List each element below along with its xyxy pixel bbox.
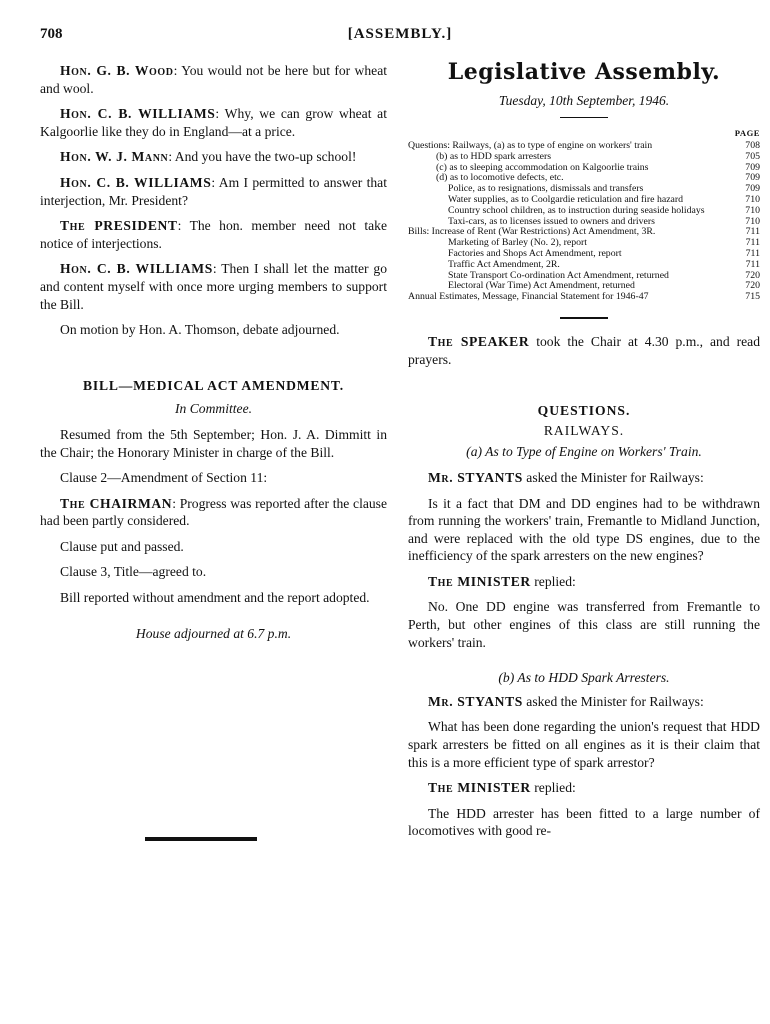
left-column <box>40 62 387 642</box>
speaker-name: Hon. W. J. Mann <box>60 149 169 165</box>
sitting-date: Tuesday, 10th September, 1946. <box>498 92 670 108</box>
questions-heading: QUESTIONS. <box>537 403 631 419</box>
speech-text: : Progress was reported after the clause had been partly considered. <box>40 495 387 529</box>
right-column <box>408 59 760 848</box>
entry-page: 709 <box>745 183 760 195</box>
speaker-name: The SPEAKER <box>428 333 530 349</box>
entry-page: 710 <box>745 215 760 227</box>
entry-page: 710 <box>745 204 760 216</box>
entry-text: (c) as to sleeping accommodation on Kalgoorlie trains <box>436 161 649 173</box>
entry-page: 711 <box>745 258 760 270</box>
divider <box>560 317 608 319</box>
paragraph <box>408 779 760 797</box>
paragraph: Bill reported without amendment and the report adopted. <box>60 590 370 606</box>
speaker-name: Mr. STYANTS <box>428 693 523 709</box>
bill-heading: BILL—MEDICAL ACT AMENDMENT. <box>83 377 344 393</box>
paragraph <box>40 260 387 313</box>
end-rule <box>145 837 257 841</box>
speech-text: : Why, we can grow wheat at Kalgoorlie like they do in England—at a price. <box>40 106 387 139</box>
page-number: 708 <box>40 26 63 42</box>
paragraph: The HDD arrester has been fitted to a large number of locomotives with good re- <box>408 805 760 839</box>
entry-page: 711 <box>745 237 760 249</box>
speaker-name: The MINISTER <box>428 573 531 589</box>
entry-text: Traffic Act Amendment, 2R. <box>448 258 560 270</box>
paragraph: What has been done regarding the union's request that HDD spark arresters be fitted on all engines as it is their claim that this is a more efficient type of spark arrestor? <box>408 719 760 770</box>
speech-text: : And you have the two-up school! <box>168 149 357 165</box>
paragraph: Clause 2—Amendment of Section 11: <box>60 470 268 486</box>
entry-text: (d) as to locomotive defects, etc. <box>436 172 564 184</box>
subheading: (a) As to Type of Engine on Workers' Train. <box>466 444 702 460</box>
entry-page: 710 <box>745 193 760 205</box>
paragraph: On motion by Hon. A. Thomson, debate adjourned. <box>60 322 340 338</box>
entry-text: Marketing of Barley (No. 2), report <box>448 237 588 249</box>
paragraph <box>40 105 387 140</box>
list-item <box>408 206 760 217</box>
speech-text: asked the Minister for Railways: <box>522 693 704 709</box>
speech-text: took the Chair at 4.30 p.m., and read prayers. <box>408 333 760 367</box>
speaker-name: Hon. C. B. WILLIAMS <box>60 174 212 190</box>
speech-text: asked the Minister for Railways: <box>522 469 704 485</box>
paragraph <box>408 333 760 368</box>
paragraph: Is it a fact that DM and DD engines had to be withdrawn from running the workers' train, Fremantle to Midland Junction, and were replaced with the old type DS engines, due to the inefficiency of the spark arresters on the new engines? <box>408 495 760 564</box>
entry-page: 708 <box>745 139 760 151</box>
paragraph <box>40 62 387 97</box>
paragraph: No. One DD engine was transferred from Fremantle to Perth, but other engines of this class are still running the workers' train. <box>408 599 760 650</box>
speaker-name: Hon. C. B. WILLIAMS <box>60 261 213 277</box>
entry-page: 720 <box>745 280 760 292</box>
list-item <box>408 152 760 163</box>
entry-text: Police, as to resignations, dismissals and transfers <box>448 183 644 195</box>
paragraph <box>408 469 760 487</box>
page-header <box>40 26 760 48</box>
paragraph <box>408 573 760 591</box>
paragraph <box>40 148 387 166</box>
speaker-name: The MINISTER <box>428 780 531 796</box>
list-item <box>408 292 760 303</box>
page-column-heading: PAGE <box>734 128 760 139</box>
adjournment-note: House adjourned at 6.7 p.m. <box>135 625 292 641</box>
speaker-name: Hon. C. B. WILLIAMS <box>60 106 216 122</box>
entry-page: 711 <box>745 226 760 238</box>
speech-text: : The hon. member need not take notice of interjections. <box>40 218 387 251</box>
paragraph <box>40 495 387 530</box>
speaker-name: The CHAIRMAN <box>60 495 173 511</box>
entry-text: (b) as to HDD spark arresters <box>436 150 552 162</box>
entry-text: Water supplies, as to Coolgardie reticulation and fire hazard <box>448 193 684 205</box>
entry-text: Electoral (War Time) Act Amendment, returned <box>448 280 635 292</box>
speech-text: replied: <box>530 780 576 796</box>
speech-text: replied: <box>530 573 576 589</box>
divider <box>560 117 608 118</box>
committee-heading: In Committee. <box>174 401 253 417</box>
chamber-title: Legislative Assembly. <box>447 59 721 85</box>
entry-page: 720 <box>745 269 760 281</box>
entry-page: 709 <box>745 161 760 173</box>
railways-heading: RAILWAYS. <box>543 422 625 438</box>
paragraph: Clause put and passed. <box>60 538 184 554</box>
speech-text: : Then I shall let the matter go and content myself with once more urging members to support the Bill. <box>40 261 387 312</box>
paragraph: Clause 3, Title—agreed to. <box>60 564 207 580</box>
entry-page: 715 <box>745 291 760 303</box>
subheading: (b) As to HDD Spark Arresters. <box>498 670 670 686</box>
list-item <box>408 260 760 271</box>
speaker-name: Mr. STYANTS <box>428 469 523 485</box>
speaker-name: Hon. G. B. Wood <box>60 63 174 78</box>
speaker-name: The PRESIDENT <box>60 218 178 234</box>
entry-text: Country school children, as to instruction during seaside holidays <box>448 204 705 216</box>
paragraph <box>40 174 387 209</box>
paragraph <box>408 693 760 711</box>
contents-list <box>408 128 760 303</box>
entry-text: Bills: Increase of Rent (War Restrictions) Act Amendment, 3R. <box>408 226 656 238</box>
speech-text: : Am I permitted to answer that interjection, Mr. President? <box>40 174 387 208</box>
entry-page: 711 <box>745 247 760 259</box>
entry-text: Questions: Railways, (a) as to type of engine on workers' train <box>408 139 653 151</box>
entry-text: Taxi-cars, as to licenses issued to owners and drivers <box>448 215 655 227</box>
entry-page: 709 <box>745 172 760 184</box>
entry-text: State Transport Co-ordination Act Amendment, returned <box>448 269 669 281</box>
speech-text: : You would not be here but for wheat and wool. <box>40 63 388 96</box>
paragraph: Resumed from the 5th September; Hon. J. A. Dimmitt in the Chair; the Honorary Minister in charge of the Bill. <box>40 426 387 460</box>
paragraph <box>40 217 387 252</box>
entry-text: Annual Estimates, Message, Financial Statement for 1946-47 <box>408 291 649 303</box>
running-head: [ASSEMBLY.] <box>347 26 453 42</box>
entry-text: Factories and Shops Act Amendment, report <box>448 247 622 259</box>
entry-page: 705 <box>745 150 760 162</box>
